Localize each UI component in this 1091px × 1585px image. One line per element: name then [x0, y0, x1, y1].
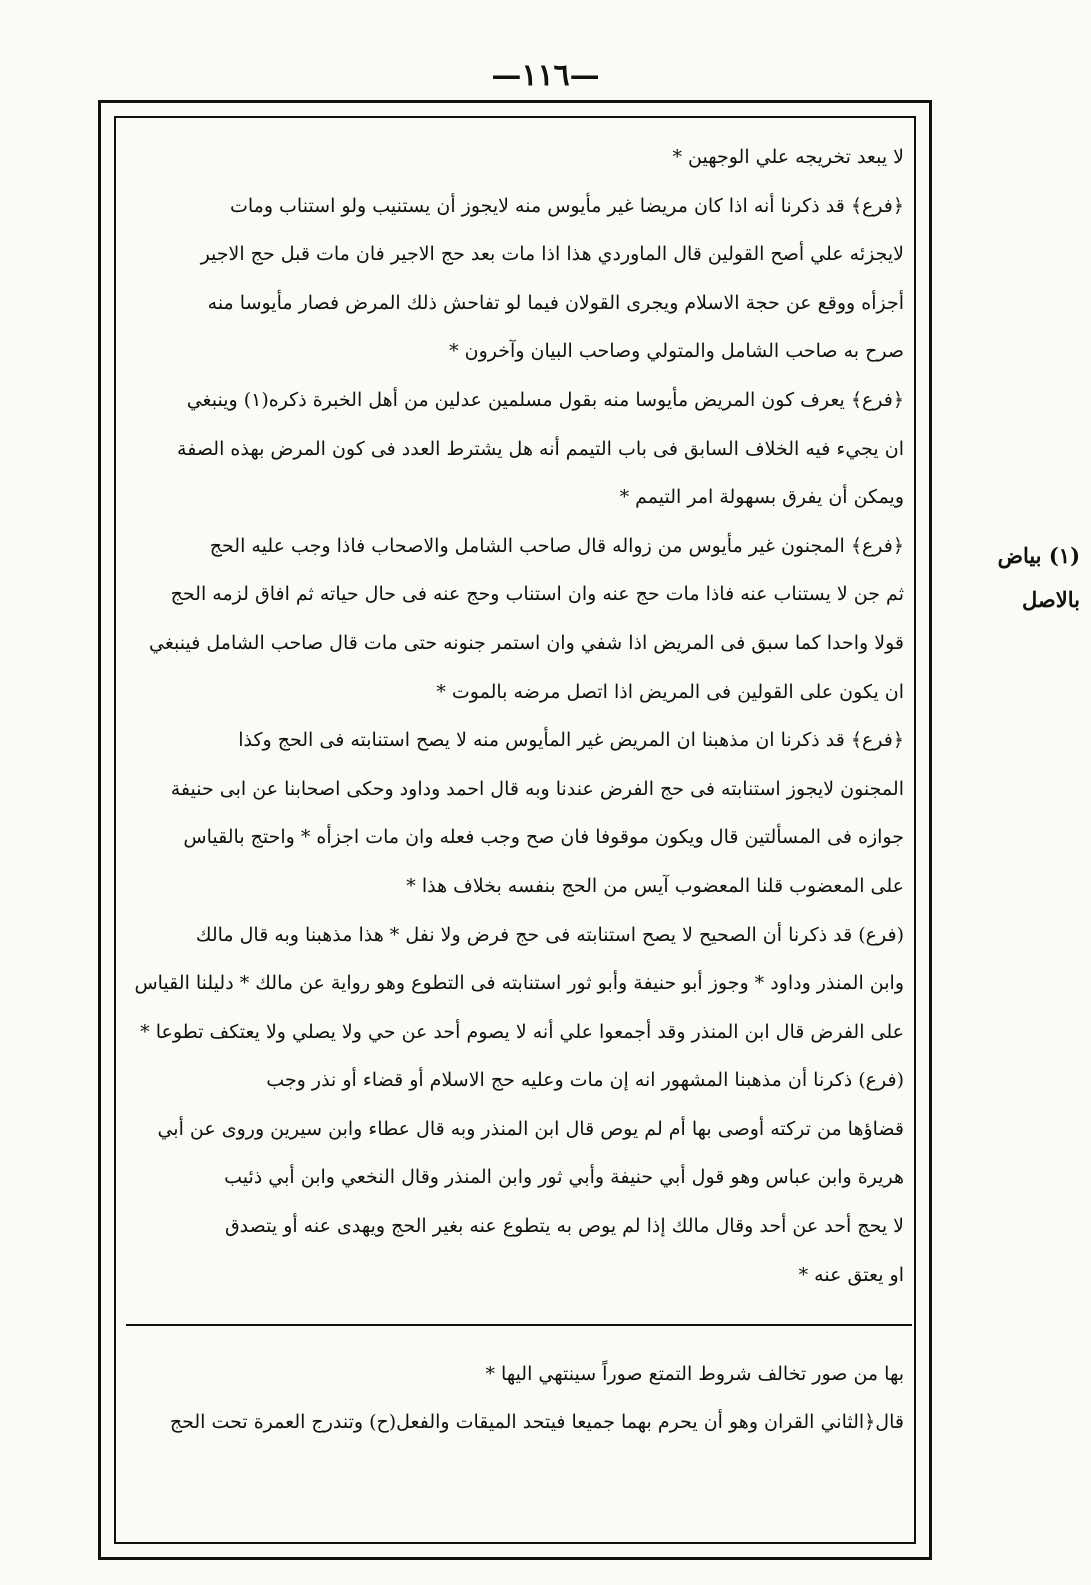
footnote-text	[126, 1350, 904, 1446]
text-line: ﴿فرع﴾ قد ذكرنا ان مذهبنا ان المريض غير المأيوس منه لا يصح استنابته فى الحج وكذا	[238, 729, 904, 752]
main-text	[126, 133, 904, 1299]
text-line: هريرة وابن عباس وهو قول أبي حنيفة وأبي ثور وابن المنذر وقال النخعي وابن أبي ذئيب	[224, 1166, 904, 1189]
text-line: ويمكن أن يفرق بسهولة امر التيمم *	[619, 486, 904, 509]
text-line: وابن المنذر وداود * وجوز أبو حنيفة وأبو ثور استنابته فى التطوع وهو رواية عن مالك * دليلنا القياس	[134, 972, 904, 995]
footnote-divider	[126, 1324, 912, 1326]
text-line: قضاؤها من تركته أوصى بها أم لم يوص قال ابن المنذر وبه قال عطاء وابن سيرين وروى عن أبي	[157, 1117, 904, 1140]
margin-note-line: بالاصل	[1022, 587, 1080, 612]
text-line: أجزأه ووقع عن حجة الاسلام ويجرى القولان فيما لو تفاحش ذلك المرض فصار مأيوسا منه	[207, 291, 904, 314]
text-line: على الفرض قال ابن المنذر وقد أجمعوا علي أنه لا يصوم أحد عن حي ولا يصلي ولا يعتكف تطوعا *	[140, 1020, 904, 1043]
text-line: لايجزئه علي أصح القولين قال الماوردي هذا اذا مات بعد حج الاجير فان مات قبل حج الاجير	[200, 243, 904, 266]
text-line: لا يبعد تخريجه علي الوجهين *	[672, 146, 904, 168]
text-line: ان يكون على القولين فى المريض اذا اتصل مرضه بالموت *	[436, 680, 904, 703]
text-line: لا يحج أحد عن أحد وقال مالك إذا لم يوص به يتطوع عنه بغير الحج ويهدى عنه أو يتصدق	[224, 1215, 904, 1238]
text-line: (فرع) ذكرنا أن مذهبنا المشهور انه إن مات وعليه حج الاسلام أو قضاء أو نذر وجب	[266, 1069, 904, 1092]
text-line: (فرع) قد ذكرنا أن الصحيح لا يصح استنابته فى حج فرض ولا نفل * هذا مذهبنا وبه قال مالك	[195, 923, 904, 946]
page-number: —١١٦—	[491, 58, 600, 93]
footnote-line: قال﴿الثاني القران وهو أن يحرم بهما جميعا فيتحد الميقات والفعل(ح) وتندرج العمرة تحت الحج	[169, 1411, 904, 1433]
margin-note-line: (١) بياض	[997, 543, 1080, 568]
text-line: ثم جن لا يستناب عنه فاذا مات حج عنه وان استناب وحج عنه فى حال حياته ثم افاق لزمه الحج	[170, 583, 904, 606]
text-line: على المعضوب قلنا المعضوب آيس من الحج بنفسه بخلاف هذا *	[406, 874, 904, 897]
text-line: ان يجيء فيه الخلاف السابق فى باب التيمم أنه هل يشترط العدد فى كون المرض بهذه الصفة	[177, 437, 904, 460]
margin-note	[940, 534, 1080, 622]
text-line: صرح به صاحب الشامل والمتولي وصاحب البيان وآخرون *	[449, 340, 904, 363]
text-line: جوازه فى المسألتين قال ويكون موقوفا فان صح وجب فعله وان مات اجزأه * واحتج بالقياس	[183, 826, 904, 849]
text-line: ﴿فرع﴾ قد ذكرنا أنه اذا كان مريضا غير مأيوس منه لايجوز أن يستنيب ولو استناب ومات	[229, 194, 904, 217]
text-line: قولا واحدا كما سبق فى المريض اذا شفي وان استمر جنونه حتى مات قال صاحب الشامل فينبغي	[149, 631, 904, 654]
footnote-line: بها من صور تخالف شروط التمتع صوراً سينتهي اليها *	[485, 1363, 904, 1385]
text-line: المجنون لايجوز استنابته فى حج الفرض عندنا وبه قال احمد وداود وحكى اصحابنا عن ابى حنيفة	[170, 777, 904, 800]
text-line: او يعتق عنه *	[798, 1263, 904, 1286]
text-line: ﴿فرع﴾ يعرف كون المريض مأيوسا منه بقول مسلمين عدلين من أهل الخبرة ذكره(١) وينبغي	[186, 388, 904, 411]
text-line: ﴿فرع﴾ المجنون غير مأيوس من زواله قال صاحب الشامل والاصحاب فاذا وجب عليه الحج	[209, 534, 904, 557]
